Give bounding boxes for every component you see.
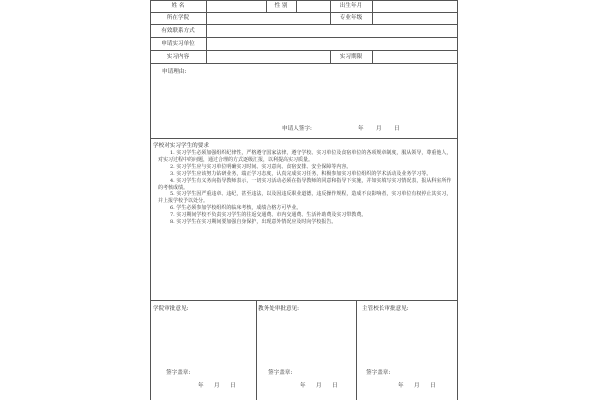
requirement-item-8: 8. 实习学生在实习期间要加强自身保护，出现意外情况应及时向学校报告。: [170, 219, 337, 226]
period-field[interactable]: [373, 51, 456, 62]
requirement-item-7: 7. 实习期间学校不负责实习学生的往返交通费、市内交通费、生活补助费及实习带教费。: [170, 212, 367, 219]
affairs-approval-label: 教务处审批意见:: [258, 306, 300, 312]
application-form: [150, 0, 458, 400]
requirements-title: 学校对实习学生的要求: [153, 143, 209, 149]
affairs-stamp-label: 签字盖章:: [268, 370, 293, 376]
principal-year: 年: [398, 383, 404, 389]
birth-field[interactable]: [373, 1, 456, 11]
affairs-year: 年: [300, 383, 306, 389]
unit-field[interactable]: [207, 38, 456, 49]
college-stamp-label: 签字盖章:: [166, 370, 191, 376]
name-label: 姓 名: [171, 3, 185, 9]
principal-approval-field[interactable]: [358, 316, 455, 366]
gender-label: 性 别: [274, 3, 288, 9]
major-field[interactable]: [373, 13, 456, 23]
content-field[interactable]: [207, 51, 329, 62]
principal-stamp-label: 签字盖章:: [366, 370, 391, 376]
college-year: 年: [198, 383, 204, 389]
reason-field[interactable]: [152, 78, 455, 120]
affairs-day: 日: [332, 383, 338, 389]
contact-label: 有效联系方式: [161, 28, 195, 34]
name-field[interactable]: [207, 1, 265, 11]
requirement-item-2: 2. 实习学生应与实习单位明确实习时间、实习意向、食宿安排、安全保障等内容。: [170, 163, 352, 170]
school-label: 所在学院: [166, 15, 190, 21]
reason-year: 年: [358, 126, 364, 132]
reason-month: 月: [376, 126, 382, 132]
requirements-list: [158, 150, 454, 226]
requirement-item-5: 5. 实习学生因严重违章、违纪，甚至违法，以及因违反职业道德，违反操作规程，造成不良影响者，实习单位有权停止其实习，并上报学校予以处分。: [158, 191, 452, 205]
period-label: 实习期限: [339, 54, 363, 60]
requirement-item-4: 4. 实习学生有义务向指导教师表示，一切实习活动必须在指导教师的同意和指导下实施，并如实填写实习情况表，报从科室所作的考核成绩。: [158, 177, 452, 191]
gender-field[interactable]: [297, 1, 329, 11]
birth-label: 出生年月: [339, 3, 363, 9]
school-field[interactable]: [207, 13, 329, 23]
contact-field[interactable]: [207, 25, 456, 36]
unit-label: 申请实习单位: [161, 41, 195, 47]
college-day: 日: [230, 383, 236, 389]
affairs-approval-field[interactable]: [258, 316, 354, 366]
requirement-item-1: 1. 实习学生必须加强组织纪律性，严格遵守国家法律，遵守学校、实习单位及食宿单位的各项规章制度，服从领导，尊重他人，对实习过程中的问题，通过合理的方式逐级汇报，以利提高实习质量。: [158, 150, 452, 163]
major-label: 专业年级: [339, 15, 363, 21]
principal-approval-label: 主管校长审批意见:: [362, 306, 409, 312]
college-approval-label: 学院审批意见:: [153, 306, 189, 312]
college-approval-field[interactable]: [152, 316, 254, 366]
content-label: 实习内容: [166, 54, 190, 60]
college-month: 月: [214, 383, 220, 389]
applicant-signature-label: 申请人签字:: [282, 126, 312, 132]
reason-label: 申请理由:: [162, 69, 187, 75]
principal-month: 月: [414, 383, 420, 389]
requirement-item-3: 3. 实习学生应该努力钻研业务，端正学习态度，认真完成实习任务，积极参加实习单位组织的学术活动及业务学习等。: [170, 170, 432, 177]
affairs-month: 月: [316, 383, 322, 389]
principal-day: 日: [430, 383, 436, 389]
requirement-item-6: 6. 学生必须参加学校组织的临床考核，成绩合格方可毕业。: [170, 205, 302, 212]
reason-day: 日: [394, 126, 400, 132]
